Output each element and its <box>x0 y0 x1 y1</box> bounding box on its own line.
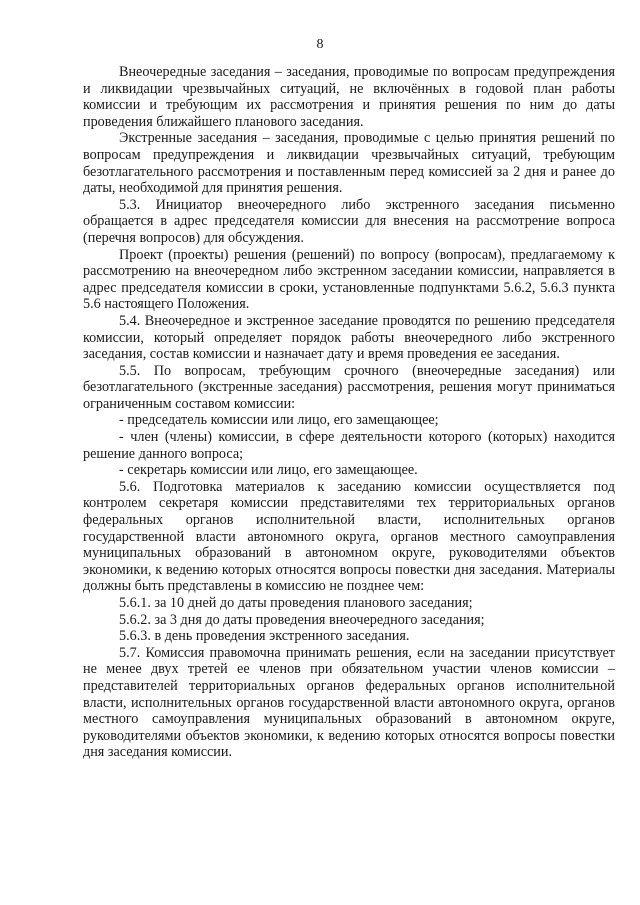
paragraph-draft-decisions: Проект (проекты) решения (решений) по вопросу (вопросам), предлагаемому к рассмотрению на внеочередном либо экстренном заседании комиссии, направляется в адрес председателя комиссии в сроки, установленные подпунктами 5.6.2, 5.6.3 пункта 5.6 настоящего Положения. <box>83 246 615 313</box>
paragraph-extraordinary-meetings: Внеочередные заседания – заседания, проводимые по вопросам предупреждения и ликвидации чрезвычайных ситуаций, не включённых в годовой план работы комиссии и требующим их рассмотрения и принятия решения по ним до даты проведения ближайшего планового заседания. <box>83 64 615 130</box>
list-item-5-6-2: 5.6.2. за 3 дня до даты проведения внеочередного заседания; <box>119 611 485 628</box>
paragraph-5-5: 5.5. По вопросам, требующим срочного (внеочередные заседания) или безотлагательного (экстренные заседания) рассмотрения, решения могут приниматься ограниченным составом комиссии: <box>83 362 615 412</box>
paragraph-5-3: 5.3. Инициатор внеочередного либо экстренного заседания письменно обращается в адрес председателя комиссии для внесения на рассмотрение вопроса (перечня вопросов) для обсуждения. <box>83 196 615 246</box>
paragraph-5-4: 5.4. Внеочередное и экстренное заседание проводятся по решению председателя комиссии, который определяет порядок работы внеочередного либо экстренного заседания, состав комиссии и назначает дату и время проведения ее заседания. <box>83 312 615 363</box>
paragraph-emergency-meetings: Экстренные заседания – заседания, проводимые с целью принятия решений по вопросам предупреждения и ликвидации чрезвычайных ситуаций, требующим безотлагательного рассмотрения и поставленным перед комиссией за 2 дня и ранее до даты, необходимой для принятия решения. <box>83 130 615 197</box>
document-body <box>83 64 615 761</box>
list-item-members: - член (члены) комиссии, в сфере деятельности которого (которых) находится решение данного вопроса; <box>83 429 615 462</box>
page-number: 8 <box>316 37 324 52</box>
list-item-5-6-3: 5.6.3. в день проведения экстренного заседания. <box>119 628 410 645</box>
list-item-5-6-1: 5.6.1. за 10 дней до даты проведения планового заседания; <box>119 595 473 611</box>
paragraph-5-7: 5.7. Комиссия правомочна принимать решения, если на заседании присутствует не менее двух третей ее членов при обязательном участии членов комиссии – представителей территориальных органов федеральных органов исполнительной власти, исполнительных органов государственной власти автономного округа, органов местного самоуправления муниципальных образований в автономном округе, руководителями объектов экономики, к ведению которых относятся вопросы повестки дня заседания комиссии. <box>83 644 615 761</box>
list-item-chairman: - председатель комиссии или лицо, его замещающее; <box>119 412 439 429</box>
paragraph-5-6: 5.6. Подготовка материалов к заседанию комиссии осуществляется под контролем секретаря комиссии представителями тех территориальных органов федеральных органов исполнительной власти, исполнительных органов государственной власти автономного округа, органов местного самоуправления муниципальных образований в автономном округе, руководителями объектов экономики, к ведению которых относятся вопросы повестки дня заседания. Материалы должны быть представлены в комиссию не позднее чем: <box>83 478 615 595</box>
list-item-secretary: - секретарь комиссии или лицо, его замещающее. <box>119 462 418 479</box>
